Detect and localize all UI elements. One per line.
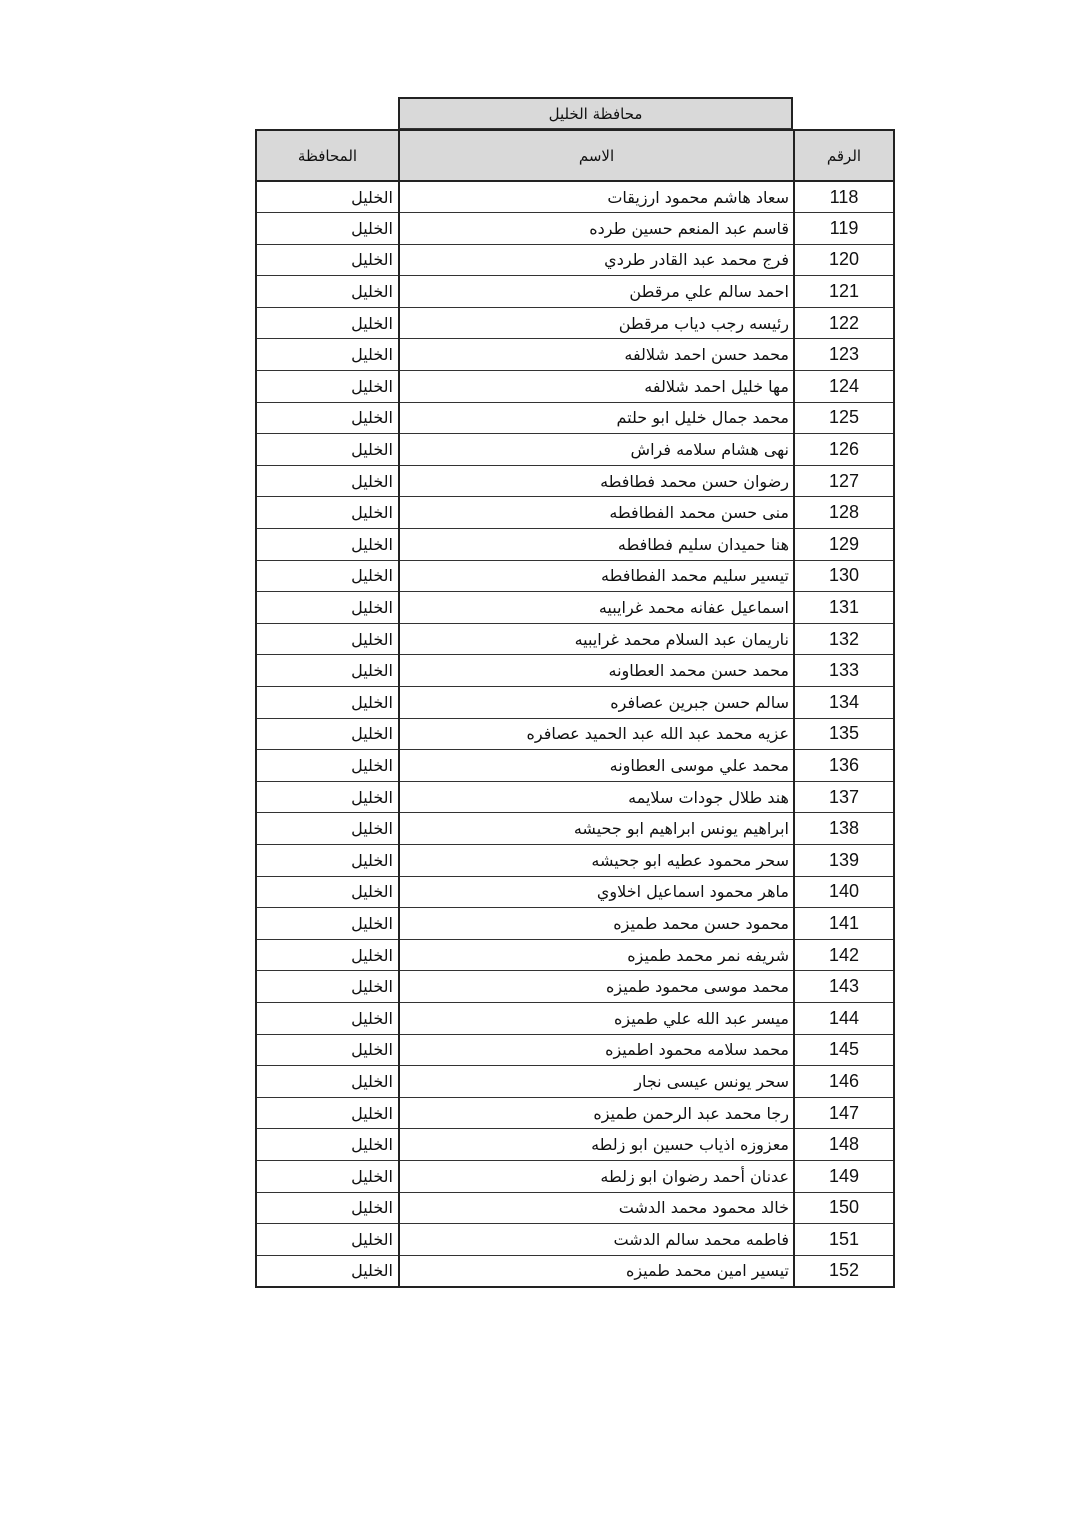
table-row [256,718,894,750]
cell-governorate: الخليل [256,560,399,592]
cell-number: 130 [794,560,894,592]
cell-name: ناريمان عبد السلام محمد غرايبيه [399,623,794,655]
cell-governorate: الخليل [256,1002,399,1034]
cell-number: 128 [794,497,894,529]
cell-number: 139 [794,844,894,876]
cell-number: 136 [794,750,894,782]
cell-number: 144 [794,1002,894,1034]
cell-name: محمد علي موسى العطاونه [399,750,794,782]
table-row [256,1160,894,1192]
cell-number: 129 [794,529,894,561]
table-row [256,276,894,308]
table-header-row [256,130,894,181]
cell-name: رضوان حسن محمد فطافطه [399,465,794,497]
cell-name: احمد سالم علي مرقطن [399,276,794,308]
table-row [256,1192,894,1224]
cell-number: 132 [794,623,894,655]
cell-governorate: الخليل [256,1097,399,1129]
cell-name: محمد حسن احمد شلالفه [399,339,794,371]
cell-number: 148 [794,1129,894,1161]
cell-number: 140 [794,876,894,908]
cell-name: هنا حميدان سليم فطافطه [399,529,794,561]
cell-name: محمود حسن محمد طميزه [399,908,794,940]
cell-governorate: الخليل [256,529,399,561]
cell-governorate: الخليل [256,276,399,308]
cell-number: 143 [794,971,894,1003]
cell-number: 124 [794,371,894,403]
cell-governorate: الخليل [256,844,399,876]
cell-governorate: الخليل [256,813,399,845]
table-row [256,781,894,813]
cell-governorate: الخليل [256,497,399,529]
cell-governorate: الخليل [256,718,399,750]
cell-name: محمد موسى محمود طميزه [399,971,794,1003]
table-row [256,244,894,276]
cell-governorate: الخليل [256,592,399,624]
cell-governorate: الخليل [256,339,399,371]
cell-name: سحر يونس عيسى نجار [399,1066,794,1098]
cell-name: فرج محمد عبد القادر طردي [399,244,794,276]
table-row [256,1129,894,1161]
cell-number: 126 [794,434,894,466]
cell-name: نهى هشام سلامه فراش [399,434,794,466]
cell-number: 118 [794,181,894,213]
table-row [256,592,894,624]
cell-number: 122 [794,307,894,339]
table-row [256,971,894,1003]
cell-number: 145 [794,1034,894,1066]
table-title: محافظة الخليل [398,97,793,129]
cell-name: عدنان أحمد رضوان ابو زلطه [399,1160,794,1192]
cell-governorate: الخليل [256,876,399,908]
table-row [256,434,894,466]
cell-name: ميسر عبد الله علي طميزه [399,1002,794,1034]
cell-name: رئيسه رجب دياب مرقطن [399,307,794,339]
cell-governorate: الخليل [256,1160,399,1192]
table-row [256,844,894,876]
cell-governorate: الخليل [256,655,399,687]
table-row [256,529,894,561]
table-row [256,213,894,245]
cell-name: محمد جمال خليل ابو حلتم [399,402,794,434]
table-row [256,687,894,719]
cell-name: محمد حسن محمد العطاونه [399,655,794,687]
cell-governorate: الخليل [256,623,399,655]
cell-number: 142 [794,939,894,971]
cell-name: مها خليل احمد شلالفه [399,371,794,403]
cell-governorate: الخليل [256,971,399,1003]
cell-governorate: الخليل [256,908,399,940]
cell-name: تيسير امين محمد طميزه [399,1255,794,1287]
cell-number: 121 [794,276,894,308]
cell-governorate: الخليل [256,1224,399,1256]
cell-name: ابراهيم يونس ابراهيم ابو جحيشه [399,813,794,845]
cell-governorate: الخليل [256,1129,399,1161]
cell-governorate: الخليل [256,307,399,339]
table-row [256,1255,894,1287]
cell-governorate: الخليل [256,465,399,497]
cell-number: 150 [794,1192,894,1224]
cell-governorate: الخليل [256,1034,399,1066]
cell-governorate: الخليل [256,1192,399,1224]
table-row [256,750,894,782]
cell-name: اسماعيل عفانه محمد غرايبيه [399,592,794,624]
table-row [256,497,894,529]
cell-name: سعاد هاشم محمود ارزيقات [399,181,794,213]
cell-governorate: الخليل [256,781,399,813]
cell-governorate: الخليل [256,402,399,434]
cell-name: قاسم عبد المنعم حسين طرده [399,213,794,245]
table-row [256,181,894,213]
cell-governorate: الخليل [256,213,399,245]
cell-name: ماهر محمود اسماعيل اخلاوي [399,876,794,908]
cell-governorate: الخليل [256,181,399,213]
header-name: الاسم [399,130,794,181]
table-row [256,813,894,845]
cell-number: 125 [794,402,894,434]
cell-governorate: الخليل [256,1066,399,1098]
cell-name: معزوزه اذياب حسين ابو زلطه [399,1129,794,1161]
names-table [255,129,895,1288]
cell-name: هند طلال جودات سلايمه [399,781,794,813]
table-row [256,876,894,908]
table-row [256,465,894,497]
cell-number: 137 [794,781,894,813]
cell-governorate: الخليل [256,434,399,466]
cell-number: 149 [794,1160,894,1192]
cell-governorate: الخليل [256,371,399,403]
table-row [256,939,894,971]
table-row [256,1097,894,1129]
table-row [256,655,894,687]
table-row [256,1224,894,1256]
table-row [256,371,894,403]
cell-name: منى حسن محمد الفطافطه [399,497,794,529]
cell-name: عزيه محمد عبد الله عبد الحميد عصافره [399,718,794,750]
cell-number: 147 [794,1097,894,1129]
cell-number: 127 [794,465,894,497]
table-row [256,339,894,371]
cell-governorate: الخليل [256,687,399,719]
cell-number: 134 [794,687,894,719]
table-row [256,1034,894,1066]
cell-governorate: الخليل [256,750,399,782]
cell-number: 131 [794,592,894,624]
cell-name: تيسير سليم محمد الفطافطه [399,560,794,592]
cell-number: 146 [794,1066,894,1098]
table-row [256,560,894,592]
cell-governorate: الخليل [256,244,399,276]
table-row [256,623,894,655]
header-governorate: المحافظة [256,130,399,181]
cell-number: 133 [794,655,894,687]
table-body [256,181,894,1287]
cell-number: 120 [794,244,894,276]
cell-number: 135 [794,718,894,750]
cell-governorate: الخليل [256,1255,399,1287]
cell-name: شريفه نمر محمد طميزه [399,939,794,971]
cell-name: رجا محمد عبد الرحمن طميزه [399,1097,794,1129]
cell-name: سحر محمود عطيه ابو جحيشه [399,844,794,876]
table-row [256,1002,894,1034]
table-row [256,908,894,940]
cell-governorate: الخليل [256,939,399,971]
table-row [256,402,894,434]
cell-number: 123 [794,339,894,371]
cell-number: 141 [794,908,894,940]
cell-number: 152 [794,1255,894,1287]
table-row [256,1066,894,1098]
cell-name: سالم حسن جبرين عصافره [399,687,794,719]
cell-number: 138 [794,813,894,845]
cell-name: محمد سلامه محمود اطميزه [399,1034,794,1066]
cell-number: 119 [794,213,894,245]
header-number: الرقم [794,130,894,181]
table-row [256,307,894,339]
cell-number: 151 [794,1224,894,1256]
cell-name: خالد محمود محمد الدشت [399,1192,794,1224]
cell-name: فاطمه محمد سالم الدشت [399,1224,794,1256]
